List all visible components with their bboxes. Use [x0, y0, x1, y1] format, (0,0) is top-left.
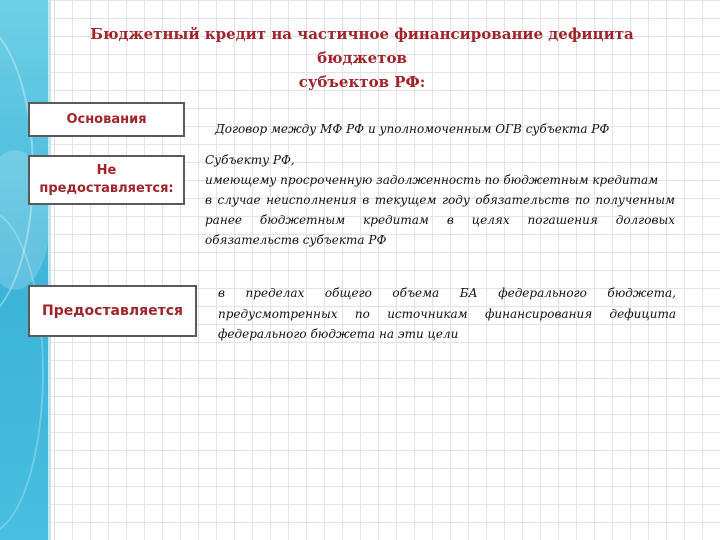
- provided-text: в пределах общего объема БА федерального бюджета, предусмотренных по источникам финансирования дефицита федерального бюджета на эти цели: [218, 286, 676, 341]
- not-provided-text: [205, 150, 675, 250]
- sidebar-divider: [48, 0, 51, 540]
- basis-text: Договор между МФ РФ и уполномоченным ОГВ субъекта РФ: [215, 122, 610, 136]
- slide-title-line-2: субъектов РФ:: [298, 73, 426, 91]
- slide-title: [62, 22, 662, 94]
- label-provided: Предоставляется: [28, 285, 197, 337]
- not-provided-text-line-1: Субъекту РФ,: [205, 153, 295, 167]
- decorative-sidebar: [0, 0, 48, 540]
- label-not-provided-line-1: Не: [96, 163, 117, 178]
- label-not-provided-line-2: предоставляется:: [39, 181, 174, 196]
- not-provided-text-part-2: имеющему просроченную задолженность по бюджетным кредитам: [205, 173, 659, 187]
- slide-title-line-1: Бюджетный кредит на частичное финансирование дефицита бюджетов: [90, 25, 634, 67]
- label-not-provided: [28, 155, 185, 205]
- not-provided-text-part-3: в случае неисполнения в текущем году обязательств по полученным ранее бюджетным кредитам в целях погашения долговых обязательств субъекта РФ: [205, 193, 675, 247]
- label-basis: Основания: [28, 102, 185, 137]
